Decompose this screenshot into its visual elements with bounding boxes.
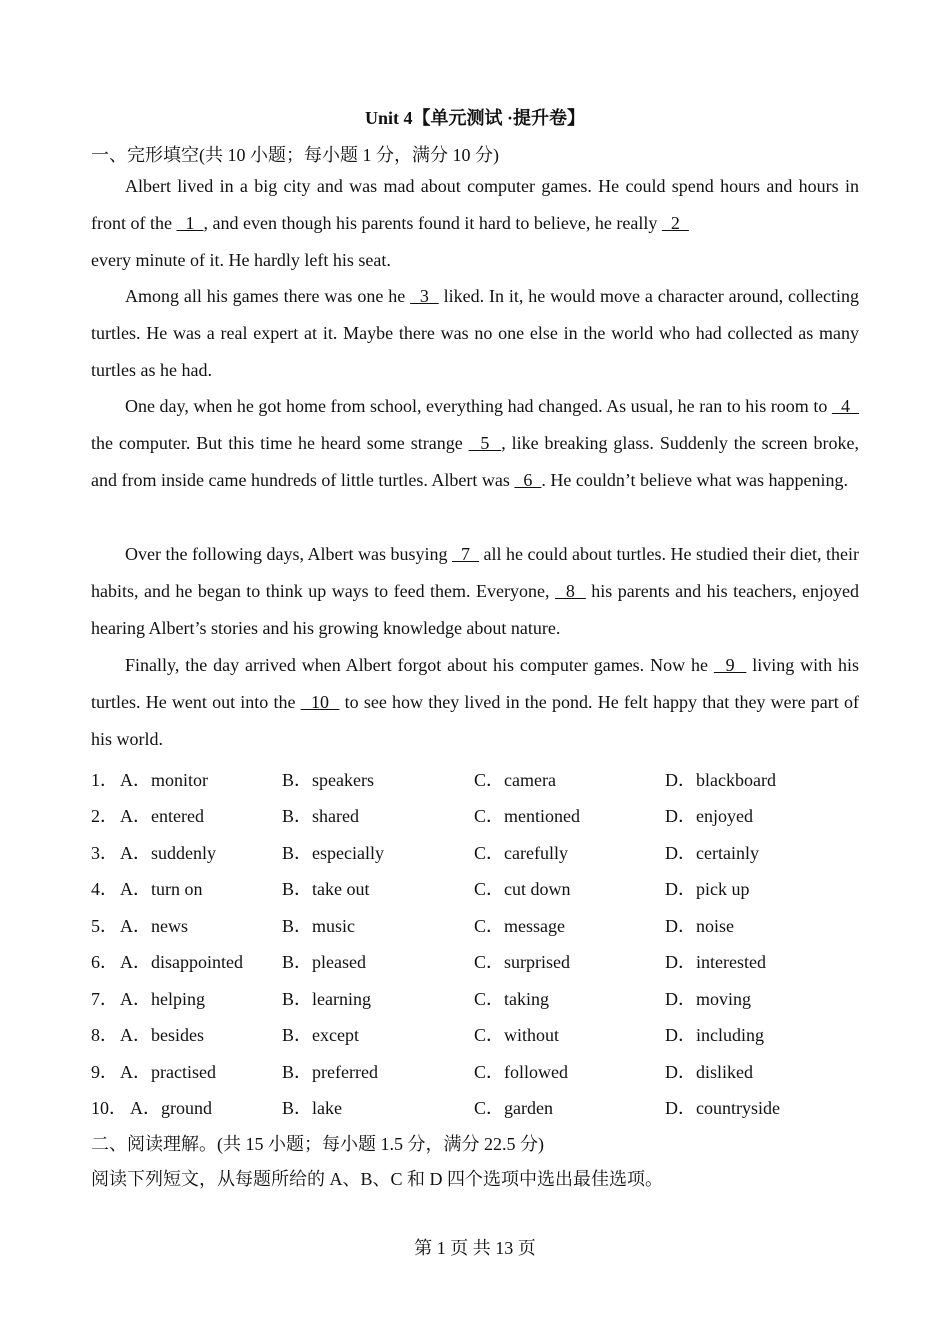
option-d: D．including (665, 1025, 764, 1045)
question-number: 8． (91, 1025, 118, 1045)
paragraph-text: One day, when he got home from school, everything had changed. As usual, he ran to his room to (125, 396, 832, 416)
page-footer: 第 1 页 共 13 页 (414, 1238, 536, 1258)
paragraph-text: , like breaking glass. Suddenly the screen broke, and from inside came hundreds of little turtles. Albert was (91, 433, 860, 490)
option-a: A．entered (120, 806, 204, 826)
question-row-10 (91, 1094, 871, 1124)
passage-paragraph-4 (91, 536, 859, 647)
option-c: C．followed (474, 1062, 568, 1082)
paragraph-text: , and even though his parents found it hard to believe, he really (203, 213, 662, 233)
option-a: A．ground (130, 1098, 212, 1118)
blank-1: 1 (176, 213, 204, 233)
paragraph-text: his parents and his teachers, enjoyed hearing Albert’s stories and his growing knowledge about nature. (91, 581, 860, 638)
question-row-4 (91, 875, 871, 905)
question-row-8 (91, 1021, 871, 1051)
blank-6: 6 (514, 470, 542, 490)
paragraph-text: . He couldn’t believe what was happening. (541, 470, 848, 490)
blank-5: 5 (468, 433, 502, 453)
option-d: D．interested (665, 952, 766, 972)
page-title: Unit 4【单元测试 ·提升卷】 (364, 108, 585, 128)
blank-9: 9 (713, 655, 747, 675)
paragraph-text: Among all his games there was one he (125, 286, 411, 306)
paragraph-text: liked. In it, he would move a character around, collecting turtles. He was a real expert at it. Maybe there was no one else in the world who had collected as many turtles as he had. (91, 286, 859, 380)
option-d: D．noise (665, 916, 734, 936)
option-d: D．certainly (665, 843, 759, 863)
question-number: 4． (91, 879, 118, 899)
question-number: 5． (91, 916, 118, 936)
blank-10: 10 (300, 692, 340, 712)
paragraph-text: the computer. But this time he heard some strange (91, 433, 469, 453)
question-row-5 (91, 912, 871, 942)
passage-paragraph-5 (91, 647, 859, 758)
option-b: B．lake (282, 1098, 342, 1118)
paragraph-text: every minute of it. He hardly left his seat. (91, 250, 391, 270)
blank-3: 3 (410, 286, 439, 306)
paragraph-text: all he could about turtles. He studied their diet, their habits, and he began to think up ways to feed them. Everyone, (91, 544, 859, 601)
paragraph-text: Albert lived in a big city and was mad about computer games. He could spend hours and hours in front of the (91, 176, 859, 233)
option-b: B．preferred (282, 1062, 378, 1082)
paragraph-text: Over the following days, Albert was busying (125, 544, 452, 564)
passage-paragraph-1 (91, 168, 859, 279)
option-a: A．helping (120, 989, 205, 1009)
option-a: A．suddenly (120, 843, 216, 863)
option-c: C．camera (474, 770, 556, 790)
option-d: D．enjoyed (665, 806, 753, 826)
question-number: 1． (91, 770, 118, 790)
option-b: B．except (282, 1025, 359, 1045)
option-a: A．practised (120, 1062, 216, 1082)
question-number: 6． (91, 952, 118, 972)
question-number: 7． (91, 989, 118, 1009)
option-a: A．disappointed (120, 952, 243, 972)
section-heading-reading: 二、阅读理解。(共 15 小题；每小题 1.5 分，满分 22.5 分) (91, 1134, 544, 1154)
option-c: C．without (474, 1025, 560, 1045)
option-d: D．pick up (665, 879, 750, 899)
option-b: B．music (282, 916, 356, 936)
question-row-1 (91, 766, 871, 796)
option-c: C．taking (474, 989, 549, 1009)
question-row-7 (91, 985, 871, 1015)
question-number: 9． (91, 1062, 118, 1082)
option-b: B．learning (282, 989, 371, 1009)
option-d: D．moving (665, 989, 752, 1009)
option-d: D．blackboard (665, 770, 776, 790)
paragraph-text: to see how they lived in the pond. He felt happy that they were part of his world. (91, 692, 859, 749)
question-number: 2． (91, 806, 118, 826)
option-b: B．speakers (282, 770, 374, 790)
option-b: B．especially (282, 843, 384, 863)
question-row-2 (91, 802, 871, 832)
option-a: A．monitor (120, 770, 208, 790)
question-row-6 (91, 948, 871, 978)
option-b: B．shared (282, 806, 359, 826)
question-number: 3． (91, 843, 118, 863)
blank-2: 2 (661, 213, 689, 233)
option-a: A．turn on (120, 879, 203, 899)
paragraph-text: Finally, the day arrived when Albert forgot about his computer games. Now he (125, 655, 714, 675)
option-a: A．news (120, 916, 188, 936)
option-c: C．carefully (474, 843, 568, 863)
paragraph-text: living with his turtles. He went out into the (91, 655, 860, 712)
blank-7: 7 (452, 544, 480, 564)
option-c: C．message (474, 916, 565, 936)
reading-instruction: 阅读下列短文，从每题所给的 A、B、C 和 D 四个选项中选出最佳选项。 (91, 1169, 664, 1189)
option-c: C．cut down (474, 879, 571, 899)
passage-paragraph-3 (91, 388, 859, 499)
passage-paragraph-2 (91, 278, 859, 389)
blank-8: 8 (554, 581, 586, 601)
blank-4: 4 (831, 396, 860, 416)
option-c: C．mentioned (474, 806, 580, 826)
question-row-3 (91, 839, 871, 869)
section-heading-cloze: 一、完形填空(共 10 小题；每小题 1 分，满分 10 分) (91, 145, 499, 165)
question-row-9 (91, 1058, 871, 1088)
option-c: C．surprised (474, 952, 570, 972)
option-c: C．garden (474, 1098, 553, 1118)
option-a: A．besides (120, 1025, 204, 1045)
option-d: D．disliked (665, 1062, 753, 1082)
option-b: B．take out (282, 879, 370, 899)
question-number: 10． (91, 1098, 127, 1118)
option-d: D．countryside (665, 1098, 780, 1118)
option-b: B．pleased (282, 952, 366, 972)
